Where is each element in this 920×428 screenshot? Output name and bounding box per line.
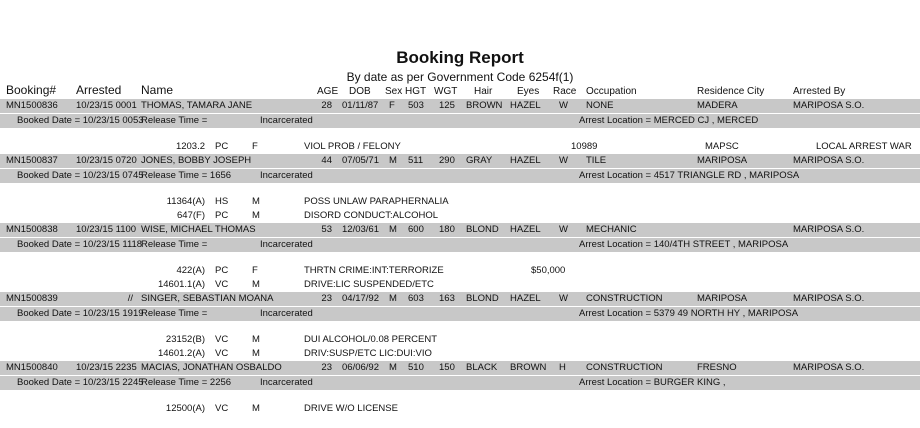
dob: 07/05/71 [342, 155, 379, 166]
header-name: Name [141, 83, 174, 97]
charge-code: 11364(A) [166, 196, 205, 207]
header-eyes: Eyes [517, 86, 540, 97]
charge-extra: LOCAL ARREST WAR [816, 141, 912, 152]
charge-description: THRTN CRIME:INT:TERRORIZE [304, 265, 444, 276]
eyes: BROWN [510, 362, 547, 373]
charge-type: PC [215, 265, 229, 276]
eyes: HAZEL [510, 100, 541, 111]
dob: 12/03/61 [342, 224, 379, 235]
custody-status: Incarcerated [260, 115, 313, 126]
charge-level: M [252, 196, 260, 207]
charge-level: M [252, 348, 260, 359]
height: 511 [408, 155, 424, 166]
height: 600 [408, 224, 424, 235]
booking-number: MN1500839 [6, 293, 58, 304]
booking-number: MN1500838 [6, 224, 58, 235]
charge-code: 23152(B) [165, 334, 205, 345]
age: 23 [321, 293, 332, 304]
release-time: Release Time = 1656 [141, 170, 232, 181]
arrested-datetime: 10/23/15 1100 [76, 224, 137, 235]
record-header-band [0, 99, 920, 113]
record-header-band [0, 154, 920, 168]
charge-code: 1203.2 [175, 141, 205, 152]
person-name: JONES, BOBBY JOSEPH [141, 155, 252, 166]
header-age: AGE [317, 86, 339, 97]
booked-date: Booked Date = 10/23/15 2245 [17, 377, 144, 388]
arrested-by: MARIPOSA S.O. [793, 362, 865, 373]
charge-description: DRIVE:LIC SUSPENDED/ETC [304, 279, 434, 290]
sex: F [389, 100, 395, 111]
person-name: SINGER, SEBASTIAN MOANA [141, 293, 274, 304]
charge-level: M [252, 403, 260, 414]
header-dob: DOB [349, 86, 371, 97]
header-race: Race [553, 86, 577, 97]
booking-number: MN1500837 [6, 155, 58, 166]
header-sex: Sex [385, 86, 403, 97]
age: 44 [321, 155, 332, 166]
arrest-location: Arrest Location = 4517 TRIANGLE RD , MARIPOSA [579, 170, 800, 181]
booked-date: Booked Date = 10/23/15 1919 [17, 308, 144, 319]
occupation: TILE [586, 155, 607, 166]
person-name: WISE, MICHAEL THOMAS [141, 224, 256, 235]
arrested-by: MARIPOSA S.O. [793, 224, 865, 235]
charge-level: M [252, 210, 260, 221]
booked-date: Booked Date = 10/23/15 0053 [17, 115, 144, 126]
charge-type: VC [215, 348, 229, 359]
custody-status: Incarcerated [260, 239, 313, 250]
header-arrested: Arrested [76, 83, 122, 97]
age: 23 [321, 362, 332, 373]
sex: M [389, 224, 397, 235]
header-occupation: Occupation [586, 86, 637, 97]
race: W [559, 224, 568, 235]
arrested-by: MARIPOSA S.O. [793, 293, 865, 304]
charge-code: 647(F) [177, 210, 205, 221]
release-time: Release Time = [141, 308, 208, 319]
dob: 06/06/92 [342, 362, 379, 373]
person-name: MACIAS, JONATHAN OSBALDO [141, 362, 282, 373]
hair: BROWN [466, 100, 503, 111]
charge-type: HS [215, 196, 229, 207]
header-hgt: HGT [405, 86, 427, 97]
occupation: CONSTRUCTION [586, 362, 663, 373]
age: 53 [321, 224, 332, 235]
custody-status: Incarcerated [260, 170, 313, 181]
release-time: Release Time = 2256 [141, 377, 232, 388]
arrested-by: MARIPOSA S.O. [793, 100, 865, 111]
charge-type: VC [215, 279, 229, 290]
header-hair: Hair [474, 86, 493, 97]
charge-code: 12500(A) [165, 403, 205, 414]
hair: BLACK [466, 362, 498, 373]
height: 510 [408, 362, 424, 373]
sex: M [389, 362, 397, 373]
arrested-datetime: 10/23/15 0720 [76, 155, 137, 166]
record-header-band [0, 361, 920, 375]
age: 28 [321, 100, 332, 111]
arrest-location: Arrest Location = BURGER KING , [579, 377, 726, 388]
race: W [559, 155, 568, 166]
charge-description: DUI ALCOHOL/0.08 PERCENT [304, 334, 438, 345]
hair: GRAY [466, 155, 493, 166]
hair: BLOND [466, 224, 499, 235]
dob: 04/17/92 [342, 293, 379, 304]
report-subtitle: By date as per Government Code 6254f(1) [346, 70, 574, 84]
header-residence-city: Residence City [697, 86, 765, 97]
charge-description: VIOL PROB / FELONY [304, 141, 401, 152]
charge-code: 422(A) [176, 265, 205, 276]
arrest-location: Arrest Location = 140/4TH STREET , MARIPOSA [579, 239, 789, 250]
charge-type: VC [215, 334, 229, 345]
booked-date: Booked Date = 10/23/15 1118 [17, 239, 143, 250]
charge-agency: MAPSC [705, 141, 739, 152]
arrest-location: Arrest Location = MERCED CJ , MERCED [579, 115, 759, 126]
hair: BLOND [466, 293, 499, 304]
charge-description: POSS UNLAW PARAPHERNALIA [304, 196, 449, 207]
residence-city: MADERA [697, 100, 738, 111]
report-title: Booking Report [396, 48, 524, 67]
residence-city: MARIPOSA [697, 293, 748, 304]
race: W [559, 100, 568, 111]
arrest-location: Arrest Location = 5379 49 NORTH HY , MARIPOSA [579, 308, 799, 319]
charge-type: VC [215, 403, 229, 414]
booked-date: Booked Date = 10/23/15 0745 [17, 170, 144, 181]
header-arrested-by: Arrested By [793, 86, 846, 97]
eyes: HAZEL [510, 155, 541, 166]
charge-level: M [252, 334, 260, 345]
occupation: MECHANIC [586, 224, 637, 235]
booking-number: MN1500840 [6, 362, 58, 373]
weight: 180 [439, 224, 455, 235]
race: H [559, 362, 566, 373]
sex: M [389, 293, 397, 304]
booking-number: MN1500836 [6, 100, 58, 111]
custody-status: Incarcerated [260, 377, 313, 388]
arrested-by: MARIPOSA S.O. [793, 155, 865, 166]
charge-description: DRIVE W/O LICENSE [304, 403, 398, 414]
eyes: HAZEL [510, 224, 541, 235]
charge-description: DISORD CONDUCT:ALCOHOL [304, 210, 439, 221]
weight: 125 [439, 100, 455, 111]
record-header-band [0, 223, 920, 237]
release-time: Release Time = [141, 239, 208, 250]
dob: 01/11/87 [342, 100, 379, 111]
weight: 150 [439, 362, 455, 373]
height: 603 [408, 293, 424, 304]
header-wgt: WGT [434, 86, 458, 97]
release-time: Release Time = [141, 115, 208, 126]
occupation: NONE [586, 100, 614, 111]
residence-city: MARIPOSA [697, 155, 748, 166]
charge-level: F [252, 141, 258, 152]
arrested-datetime: 10/23/15 2235 [76, 362, 137, 373]
charge-bail: 10989 [571, 141, 598, 152]
height: 503 [408, 100, 424, 111]
person-name: THOMAS, TAMARA JANE [141, 100, 253, 111]
charge-level: M [252, 279, 260, 290]
charge-type: PC [215, 210, 229, 221]
custody-status: Incarcerated [260, 308, 313, 319]
sex: M [389, 155, 397, 166]
arrested-datetime: // [127, 293, 133, 304]
record-header-band [0, 292, 920, 306]
charge-level: F [252, 265, 258, 276]
race: W [559, 293, 568, 304]
arrested-datetime: 10/23/15 0001 [76, 100, 137, 111]
charge-type: PC [215, 141, 229, 152]
charge-code: 14601.1(A) [157, 279, 205, 290]
charge-description: DRIV:SUSP/ETC LIC:DUI:VIO [304, 348, 432, 359]
residence-city: FRESNO [697, 362, 737, 373]
weight: 163 [439, 293, 455, 304]
charge-code: 14601.2(A) [157, 348, 205, 359]
header-booking: Booking# [6, 83, 57, 97]
eyes: HAZEL [510, 293, 541, 304]
weight: 290 [439, 155, 455, 166]
charge-bail: $50,000 [531, 265, 566, 276]
occupation: CONSTRUCTION [586, 293, 663, 304]
